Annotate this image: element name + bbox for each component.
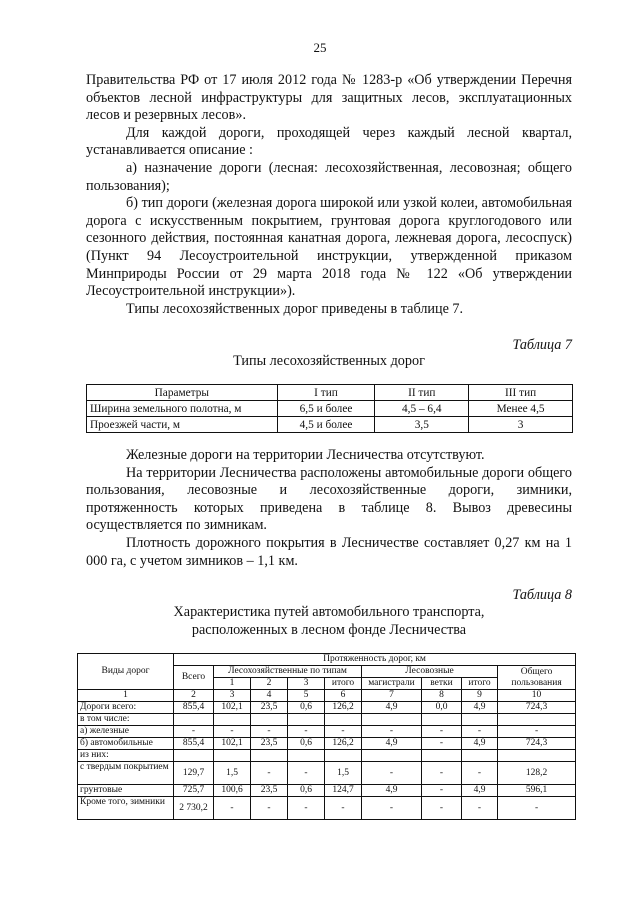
table8-cell: 124,7 bbox=[325, 785, 362, 797]
table8-cell bbox=[462, 750, 498, 762]
table8-cell: - bbox=[288, 797, 325, 820]
table8-cell bbox=[462, 714, 498, 726]
table8-cell bbox=[214, 714, 251, 726]
paragraph-decree: Правительства РФ от 17 июля 2012 года № 1283-р «Об утверждении Перечня объектов лесной инфраструктуры для защитных лесов, эксплуатационных лесов и резервных лесов». bbox=[86, 72, 572, 124]
table7-cell: Проезжей части, м bbox=[87, 417, 278, 433]
table8-cell: 23,5 bbox=[251, 738, 288, 750]
table8-header-length: Протяженность дорог, км bbox=[174, 654, 576, 666]
table8-cell bbox=[174, 714, 214, 726]
table8-colnum: 10 bbox=[498, 690, 576, 702]
table8-header-type2: 2 bbox=[251, 678, 288, 690]
table8-cell bbox=[362, 750, 422, 762]
table8-cell: 4,9 bbox=[462, 738, 498, 750]
table8-header-public: Общего пользования bbox=[498, 666, 576, 690]
table-row bbox=[78, 785, 576, 797]
table8-header-type1: 1 bbox=[214, 678, 251, 690]
table7-cell: Ширина земельного полотна, м bbox=[87, 401, 278, 417]
table7-header-cell: Параметры bbox=[87, 385, 278, 401]
table-row bbox=[87, 401, 573, 417]
table8 bbox=[77, 653, 576, 820]
table8-cell: 596,1 bbox=[498, 785, 576, 797]
table8-cell bbox=[422, 714, 462, 726]
table8-row-label: с твердым покрытием bbox=[78, 762, 174, 785]
table8-cell: 126,2 bbox=[325, 702, 362, 714]
table8-cell: - bbox=[462, 726, 498, 738]
table8-cell: - bbox=[214, 797, 251, 820]
table8-cell: 0,6 bbox=[288, 738, 325, 750]
table8-cell bbox=[325, 750, 362, 762]
table7-header-row bbox=[87, 385, 573, 401]
table7-cell: Менее 4,5 bbox=[469, 401, 573, 417]
table7-header-cell: II тип bbox=[375, 385, 469, 401]
table8-cell: - bbox=[462, 797, 498, 820]
table8-cell: - bbox=[498, 797, 576, 820]
table8-row-label: б) автомобильные bbox=[78, 738, 174, 750]
table8-header-row bbox=[78, 654, 576, 666]
table8-header-subtotal: итого bbox=[462, 678, 498, 690]
table8-cell: 4,9 bbox=[462, 702, 498, 714]
table8-cell: 1,5 bbox=[325, 762, 362, 785]
table8-cell: - bbox=[422, 762, 462, 785]
table8-row-label: а) железные bbox=[78, 726, 174, 738]
table7-header-cell: III тип bbox=[469, 385, 573, 401]
table8-cell: - bbox=[325, 726, 362, 738]
table8-cell: 4,9 bbox=[362, 785, 422, 797]
table-row bbox=[78, 702, 576, 714]
table8-cell: 102,1 bbox=[214, 738, 251, 750]
table7-cell: 3,5 bbox=[375, 417, 469, 433]
page-number: 25 bbox=[313, 40, 327, 55]
table8-cell bbox=[498, 714, 576, 726]
paragraph-road-purpose: а) назначение дороги (лесная: лесохозяйственная, лесовозная; общего пользования); bbox=[86, 159, 572, 194]
table8-cell: 2 730,2 bbox=[174, 797, 214, 820]
table7-cell: 6,5 и более bbox=[277, 401, 375, 417]
table8-header-type3: 3 bbox=[288, 678, 325, 690]
body-text-top bbox=[86, 72, 572, 318]
table8-column-numbers bbox=[78, 690, 576, 702]
table8-cell: 4,9 bbox=[362, 738, 422, 750]
table8-cell: 129,7 bbox=[174, 762, 214, 785]
table7-caption: Таблица 7 bbox=[512, 337, 572, 353]
table8-cell bbox=[288, 750, 325, 762]
table8-cell: 724,3 bbox=[498, 738, 576, 750]
table8-cell: 126,2 bbox=[325, 738, 362, 750]
table8-cell: - bbox=[288, 726, 325, 738]
table8-cell: 1,5 bbox=[214, 762, 251, 785]
table8-row-label: из них: bbox=[78, 750, 174, 762]
table8-cell bbox=[174, 750, 214, 762]
table-row bbox=[78, 797, 576, 820]
table8-header-total: Всего bbox=[174, 666, 214, 690]
table8-cell: 0,6 bbox=[288, 785, 325, 797]
table7-cell: 4,5 – 6,4 bbox=[375, 401, 469, 417]
table7-cell: 3 bbox=[469, 417, 573, 433]
table-row bbox=[78, 738, 576, 750]
table8-colnum: 9 bbox=[462, 690, 498, 702]
table8-cell bbox=[251, 714, 288, 726]
table8-cell: - bbox=[288, 762, 325, 785]
table8-cell bbox=[214, 750, 251, 762]
table-row bbox=[78, 750, 576, 762]
table8-colnum: 3 bbox=[214, 690, 251, 702]
table8-cell: - bbox=[422, 797, 462, 820]
paragraph-road-type: б) тип дороги (железная дорога широкой или узкой колеи, автомобильная дорога с искусственным покрытием, грунтовая дорога круглогодового или сезонного действия, постоянная канатная дорога, лежневая дорога, лесоспуск) (Пункт 94 Лесоустроительной инструкции, утвержденной приказом Минприроды России от 29 марта 2018 года № 122 «Об утверждении Лесоустроительной инструкции»). bbox=[86, 195, 572, 300]
table8-cell: - bbox=[251, 762, 288, 785]
table7 bbox=[86, 384, 573, 433]
table8-cell: 100,6 bbox=[214, 785, 251, 797]
table8-colnum: 6 bbox=[325, 690, 362, 702]
paragraph-roads-present: На территории Лесничества расположены автомобильные дороги общего пользования, лесовозные и лесохозяйственные дороги, зимники, протяженность которых приведена в таблице 8. Вывоз древесины осуществляется по зимникам. bbox=[86, 464, 572, 534]
table8-cell: - bbox=[422, 738, 462, 750]
table8-header-mainlines: магистрали bbox=[362, 678, 422, 690]
table8-title-line2: расположенных в лесном фонде Лесничества bbox=[191, 622, 467, 638]
table7-title: Типы лесохозяйственных дорог bbox=[233, 353, 425, 369]
table8-colnum: 7 bbox=[362, 690, 422, 702]
table8-cell: - bbox=[251, 726, 288, 738]
table8-cell: 23,5 bbox=[251, 785, 288, 797]
table8-header-branches: ветки bbox=[422, 678, 462, 690]
table8-cell: - bbox=[251, 797, 288, 820]
table8-colnum: 5 bbox=[288, 690, 325, 702]
table-row bbox=[87, 417, 573, 433]
table8-cell: - bbox=[422, 726, 462, 738]
paragraph-table7-ref: Типы лесохозяйственных дорог приведены в таблице 7. bbox=[126, 300, 464, 317]
table8-title-line1: Характеристика путей автомобильного транспорта, bbox=[173, 604, 485, 620]
table8-cell: - bbox=[462, 762, 498, 785]
table8-cell: - bbox=[362, 797, 422, 820]
table8-cell: 102,1 bbox=[214, 702, 251, 714]
table8-row-label: Кроме того, зимники bbox=[78, 797, 174, 820]
table8-cell bbox=[498, 750, 576, 762]
body-text-middle bbox=[86, 447, 572, 570]
table7-header-cell: I тип bbox=[277, 385, 375, 401]
table8-caption: Таблица 8 bbox=[512, 587, 572, 603]
table8-header-forest-mgmt: Лесохозяйственные по типам bbox=[214, 666, 362, 678]
table7-cell: 4,5 и более bbox=[277, 417, 375, 433]
table-row bbox=[78, 726, 576, 738]
table8-cell bbox=[362, 714, 422, 726]
table8-cell: 725,7 bbox=[174, 785, 214, 797]
table8-cell: - bbox=[362, 762, 422, 785]
table8-cell: - bbox=[325, 797, 362, 820]
table8-cell: 855,4 bbox=[174, 702, 214, 714]
table8-row-label: Дороги всего: bbox=[78, 702, 174, 714]
paragraph-road-density: Плотность дорожного покрытия в Лесничестве составляет 0,27 км на 1 000 га, с учетом зимников – 1,1 км. bbox=[86, 534, 572, 569]
table8-cell: - bbox=[174, 726, 214, 738]
table8-colnum: 2 bbox=[174, 690, 214, 702]
table8-row-label: в том числе: bbox=[78, 714, 174, 726]
table8-cell: 23,5 bbox=[251, 702, 288, 714]
table8-cell: - bbox=[214, 726, 251, 738]
table8-row-label: грунтовые bbox=[78, 785, 174, 797]
paragraph-railways: Железные дороги на территории Лесничества отсутствуют. bbox=[126, 447, 485, 463]
table8-cell: 0,6 bbox=[288, 702, 325, 714]
table8-cell bbox=[422, 750, 462, 762]
table8-cell: 0,0 bbox=[422, 702, 462, 714]
table8-cell: 128,2 bbox=[498, 762, 576, 785]
table-row bbox=[78, 762, 576, 785]
table8-cell: 4,9 bbox=[462, 785, 498, 797]
table8-cell: 724,3 bbox=[498, 702, 576, 714]
table8-colnum: 4 bbox=[251, 690, 288, 702]
table8-cell: - bbox=[498, 726, 576, 738]
table-row bbox=[78, 714, 576, 726]
paragraph-description-intro: Для каждой дороги, проходящей через каждый лесной квартал, устанавливается описание : bbox=[86, 124, 572, 159]
table8-header-subtotal: итого bbox=[325, 678, 362, 690]
table8-cell: - bbox=[362, 726, 422, 738]
table8-header-logging: Лесовозные bbox=[362, 666, 498, 678]
table8-cell: 855,4 bbox=[174, 738, 214, 750]
table8-colnum: 8 bbox=[422, 690, 462, 702]
table8-header-road-types: Виды дорог bbox=[78, 654, 174, 690]
table8-colnum: 1 bbox=[78, 690, 174, 702]
table8-cell bbox=[288, 714, 325, 726]
table8-cell: 4,9 bbox=[362, 702, 422, 714]
table8-cell bbox=[251, 750, 288, 762]
table8-cell bbox=[325, 714, 362, 726]
table8-cell: - bbox=[422, 785, 462, 797]
